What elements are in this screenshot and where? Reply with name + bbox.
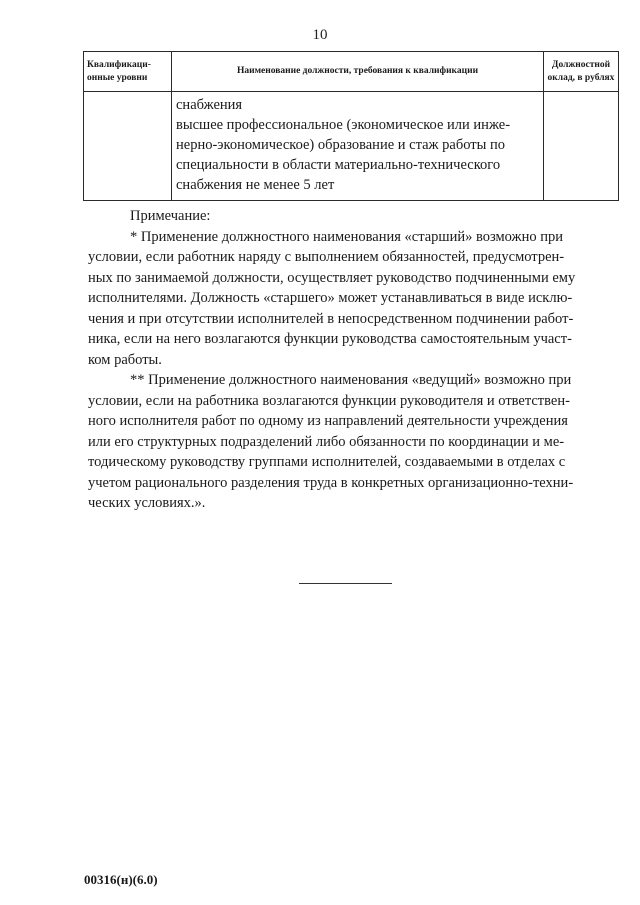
header-salary-text: Должностной оклад, в рублях [547,59,615,83]
requirements-line: снабжения [176,97,243,113]
note-line: ком работы. [88,351,162,368]
note-paragraph-leading [88,370,612,514]
note-line: чения и при отсутствии исполнителей в непосредственном подчинении работ- [88,310,574,327]
note-line: исполнителями. Должность «старшего» может устанавливаться в виде исклю- [88,290,573,306]
note-title: Примечание: [130,208,211,224]
note-line: условии, если работник наряду с выполнением обязанностей, предусмотрен- [88,249,565,265]
note-block [88,206,612,514]
cell-requirements [172,92,544,201]
document-code: 00316(н)(6.0) [84,872,158,887]
section-divider [299,583,392,584]
header-name-text: Наименование должности, требования к квалификации [236,66,479,76]
requirements-line: нерно-экономическое) образование и стаж работы по [176,137,506,153]
page-number: 10 [312,27,328,43]
note-paragraph-senior [88,227,612,371]
note-line: ного исполнителя работ по одному из направлений деятельности учреждения [88,413,568,429]
requirements-line: высшее профессиональное (экономическое или инже- [176,117,511,133]
requirements-line: снабжения не менее 5 лет [176,177,335,193]
header-level-text: Квалификаци- онные уровни [87,59,151,83]
cell-salary [544,92,619,201]
note-line: ника, если на него возлагаются функции руководства самостоятельным участ- [88,331,572,347]
note-line: ных по занимаемой должности, осуществляет руководство подчиненными ему [88,269,576,286]
header-position-name [172,52,544,92]
note-line: учетом рационального разделения труда в конкретных организационно-техни- [88,474,574,491]
table-row [84,92,619,201]
cell-level [84,92,172,201]
note-line: тодическому руководству группами исполнителей, создаваемыми в отделах с [88,454,566,470]
header-qualification-levels [84,52,172,92]
note-line: или его структурных подразделений либо обязанности по координации и ме- [88,433,565,450]
note-line: * Применение должностного наименования «старший» возможно при [130,228,563,245]
note-line: условии, если на работника возлагаются функции руководителя и ответствен- [88,392,570,409]
requirements-line: специальности в области материально-технического [176,157,501,173]
header-salary [544,52,619,92]
table-header-row [84,52,619,92]
note-line: ** Применение должностного наименования «ведущий» возможно при [130,372,572,388]
qualification-table [83,51,619,201]
note-line: ческих условиях.». [88,495,206,511]
